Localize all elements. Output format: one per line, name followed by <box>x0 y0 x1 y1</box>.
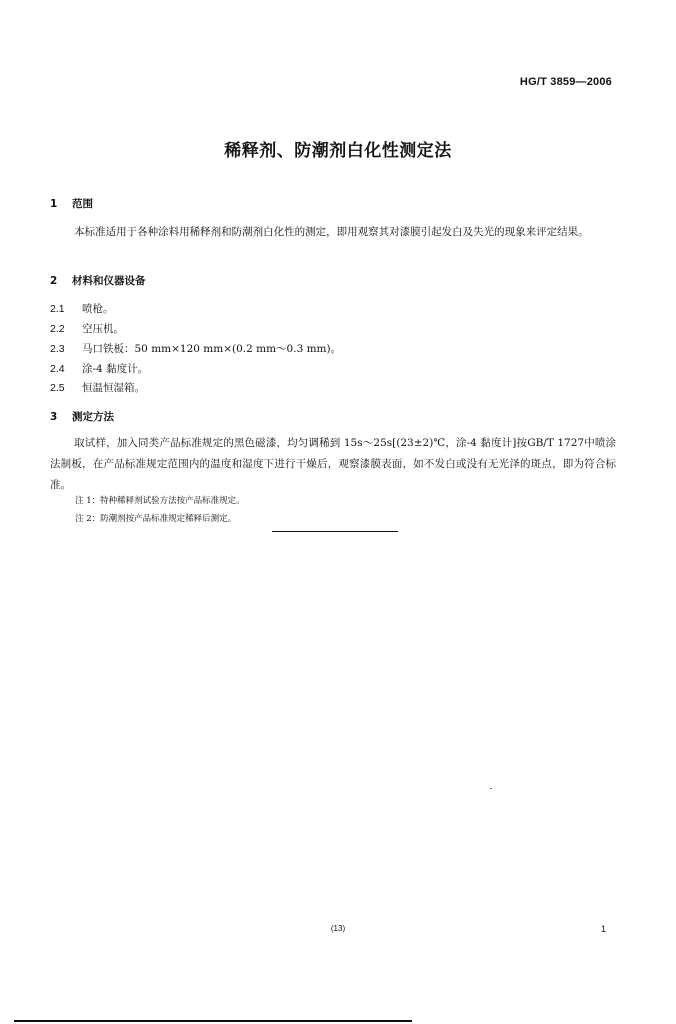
page-title: 稀释剂、防潮剂白化性测定法 <box>224 141 452 161</box>
item-number: 2.3 <box>50 343 65 355</box>
item-text: 马口铁板：50 mm×120 mm×(0.2 mm～0.3 mm)。 <box>82 343 342 355</box>
section-3-heading <box>50 409 114 424</box>
list-item <box>50 380 145 395</box>
end-rule <box>272 531 398 532</box>
list-item <box>50 361 148 376</box>
item-text: 喷枪。 <box>82 303 114 315</box>
section-title: 材料和仪器设备 <box>72 275 146 287</box>
note-2: 注 2：防潮剂按产品标准规定稀释后测定。 <box>75 514 237 524</box>
section-number: 2 <box>50 275 58 287</box>
list-item <box>50 341 341 356</box>
section-2-heading <box>50 273 146 288</box>
section-1-heading <box>50 196 93 211</box>
item-number: 2.4 <box>50 363 65 375</box>
scan-speck <box>490 788 492 789</box>
section-1-body: 本标准适用于各种涂料用稀释剂和防潮剂白化性的测定，即用观察其对漆膜引起发白及失光的现象来评定结果。 <box>74 226 589 238</box>
section-title: 范围 <box>72 198 93 210</box>
standard-number: HG/T 3859—2006 <box>519 76 612 88</box>
item-text: 涂-4 黏度计。 <box>82 363 149 375</box>
page-number-center: (13) <box>330 924 346 933</box>
section-title: 测定方法 <box>72 411 114 423</box>
section-number: 3 <box>50 411 58 423</box>
item-text: 空压机。 <box>82 323 124 335</box>
page-number-right: 1 <box>600 924 606 934</box>
item-number: 2.2 <box>50 323 65 335</box>
item-text: 恒温恒湿箱。 <box>82 382 145 394</box>
item-number: 2.1 <box>50 303 65 315</box>
list-item <box>50 301 114 316</box>
bottom-rule <box>14 1020 412 1022</box>
section-number: 1 <box>50 198 58 210</box>
list-item <box>50 321 124 336</box>
item-number: 2.5 <box>50 382 65 394</box>
section-3-body: 取试样，加入同类产品标准规定的黑色磁漆，均匀调稀到 15s～25s[(23±2)℃，涂-4 黏度计]按GB/T 1727中喷涂法制板，在产品标准规定范围内的温度和湿度下进行干燥后，观察漆膜表面，如不发白或没有无光泽的斑点，即为符合标准。 <box>50 437 616 491</box>
note-1: 注 1：特种稀释剂试验方法按产品标准规定。 <box>75 496 245 506</box>
